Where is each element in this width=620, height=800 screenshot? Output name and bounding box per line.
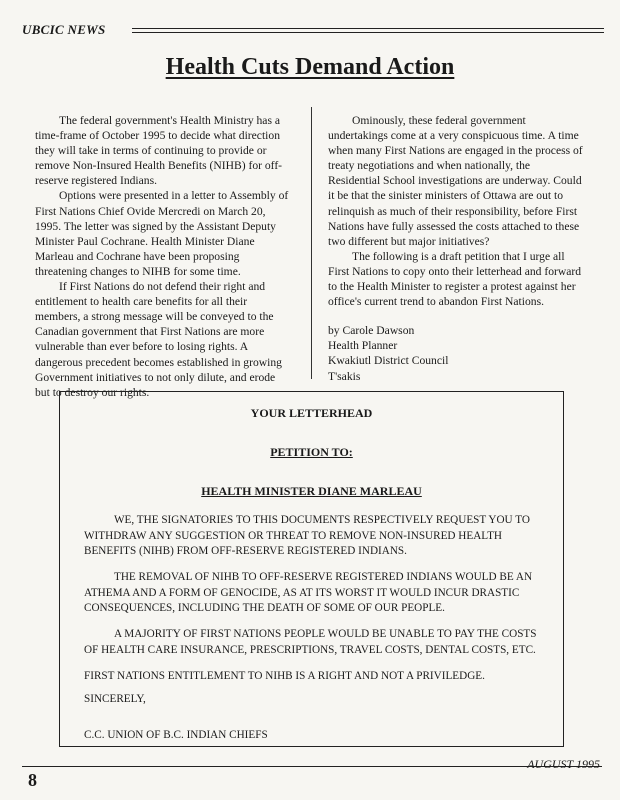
petition-heading: PETITION TO: [270, 445, 353, 459]
byline-author: by Carole Dawson [328, 324, 415, 338]
article-paragraph: Ominously, these federal government undertakings come at a very conspicuous time. A time when many First Nations are engaged in the process of treaty negotiations and when nationally, the Residential School investigations are underway. Could it be that the sinister ministers of Ottawa are out to relinquish as much of their responsibility, before First Nations have fully assessed the costs attached to these two different but major initiatives? [328, 114, 583, 248]
petition-paragraph: FIRST NATIONS ENTITLEMENT TO NIHB IS A RIGHT AND NOT A PRIVILEDGE. [84, 670, 485, 682]
byline-title: Health Planner [328, 339, 398, 353]
petition-paragraph: WE, THE SIGNATORIES TO THIS DOCUMENTS RESPECTIVELY REQUEST YOU TO WITHDRAW ANY SUGGESTION OR THREAT TO REMOVE NON-INSURED HEALTH BENEFITS (NIHB) FROM OFF-RESERVE REGISTERED INDIANS. [84, 514, 530, 558]
petition-signatory: C.C. UNION OF B.C. INDIAN CHIEFS [84, 729, 268, 741]
petition-recipient: HEALTH MINISTER DIANE MARLEAU [201, 484, 422, 498]
byline-organization: Kwakiutl District Council [328, 354, 449, 368]
footer-rule [22, 766, 602, 767]
petition-closing: SINCERELY, [84, 693, 146, 705]
article-paragraph: Options were presented in a letter to Assembly of First Nations Chief Ovide Mercredi on March 20, 1995. The letter was signed by the Assistant Deputy Minister Paul Cochrane. Health Minister Diane Marleau and Cochrane have been proposing threatening changes to NIHB for some time. [35, 189, 289, 278]
byline-location: T'sakis [328, 369, 361, 383]
article-paragraph: If First Nations do not defend their right and entitlement to health care benefits for all their members, a strong message will be conveyed to the Canadian government that First Nations are more vulnerable than ever before to losing rights. A dangerous precedent becomes established in growing Government initiatives to not only dilute, and erode but to destroy our rights. [35, 280, 282, 399]
byline [328, 323, 584, 383]
masthead [22, 20, 604, 38]
petition-letterhead: YOUR LETTERHEAD [250, 406, 373, 420]
article-paragraph: The federal government's Health Ministry has a time-frame of October 1995 to decide what direction they will take in terms of continuing to provide or remove Non-Insured Health Benefits (NIHB) for off-reserve registered Indians. [35, 114, 283, 188]
petition-paragraph: A MAJORITY OF FIRST NATIONS PEOPLE WOULD BE UNABLE TO PAY THE COSTS OF HEALTH CARE INSURANCE, PRESCRIPTIONS, TRAVEL COSTS, DENTAL COSTS, ETC. [84, 628, 537, 656]
page-number: 8 [28, 770, 37, 790]
publication-name: UBCIC NEWS [22, 22, 106, 37]
issue-date: AUGUST 1995 [527, 757, 600, 771]
left-column [35, 113, 290, 400]
article-paragraph: The following is a draft petition that I urge all First Nations to copy onto their letterhead and forward to the Health Minister to register a protest against her office's current trend to abandon First Nations. [328, 249, 582, 309]
petition-box [59, 391, 564, 747]
masthead-rule [132, 28, 604, 33]
headline: Health Cuts Demand Action [165, 54, 455, 80]
right-column [328, 113, 584, 384]
column-divider [311, 107, 312, 379]
petition-paragraph: THE REMOVAL OF NIHB TO OFF-RESERVE REGISTERED INDIANS WOULD BE AN ATHEMA AND A FORM OF GENOCIDE, AS AT ITS WORST IT WOULD INCUR DRASTIC CONSEQUENCES, INCLUDING THE DEATH OF SOME OF OUR PEOPLE. [84, 571, 533, 615]
